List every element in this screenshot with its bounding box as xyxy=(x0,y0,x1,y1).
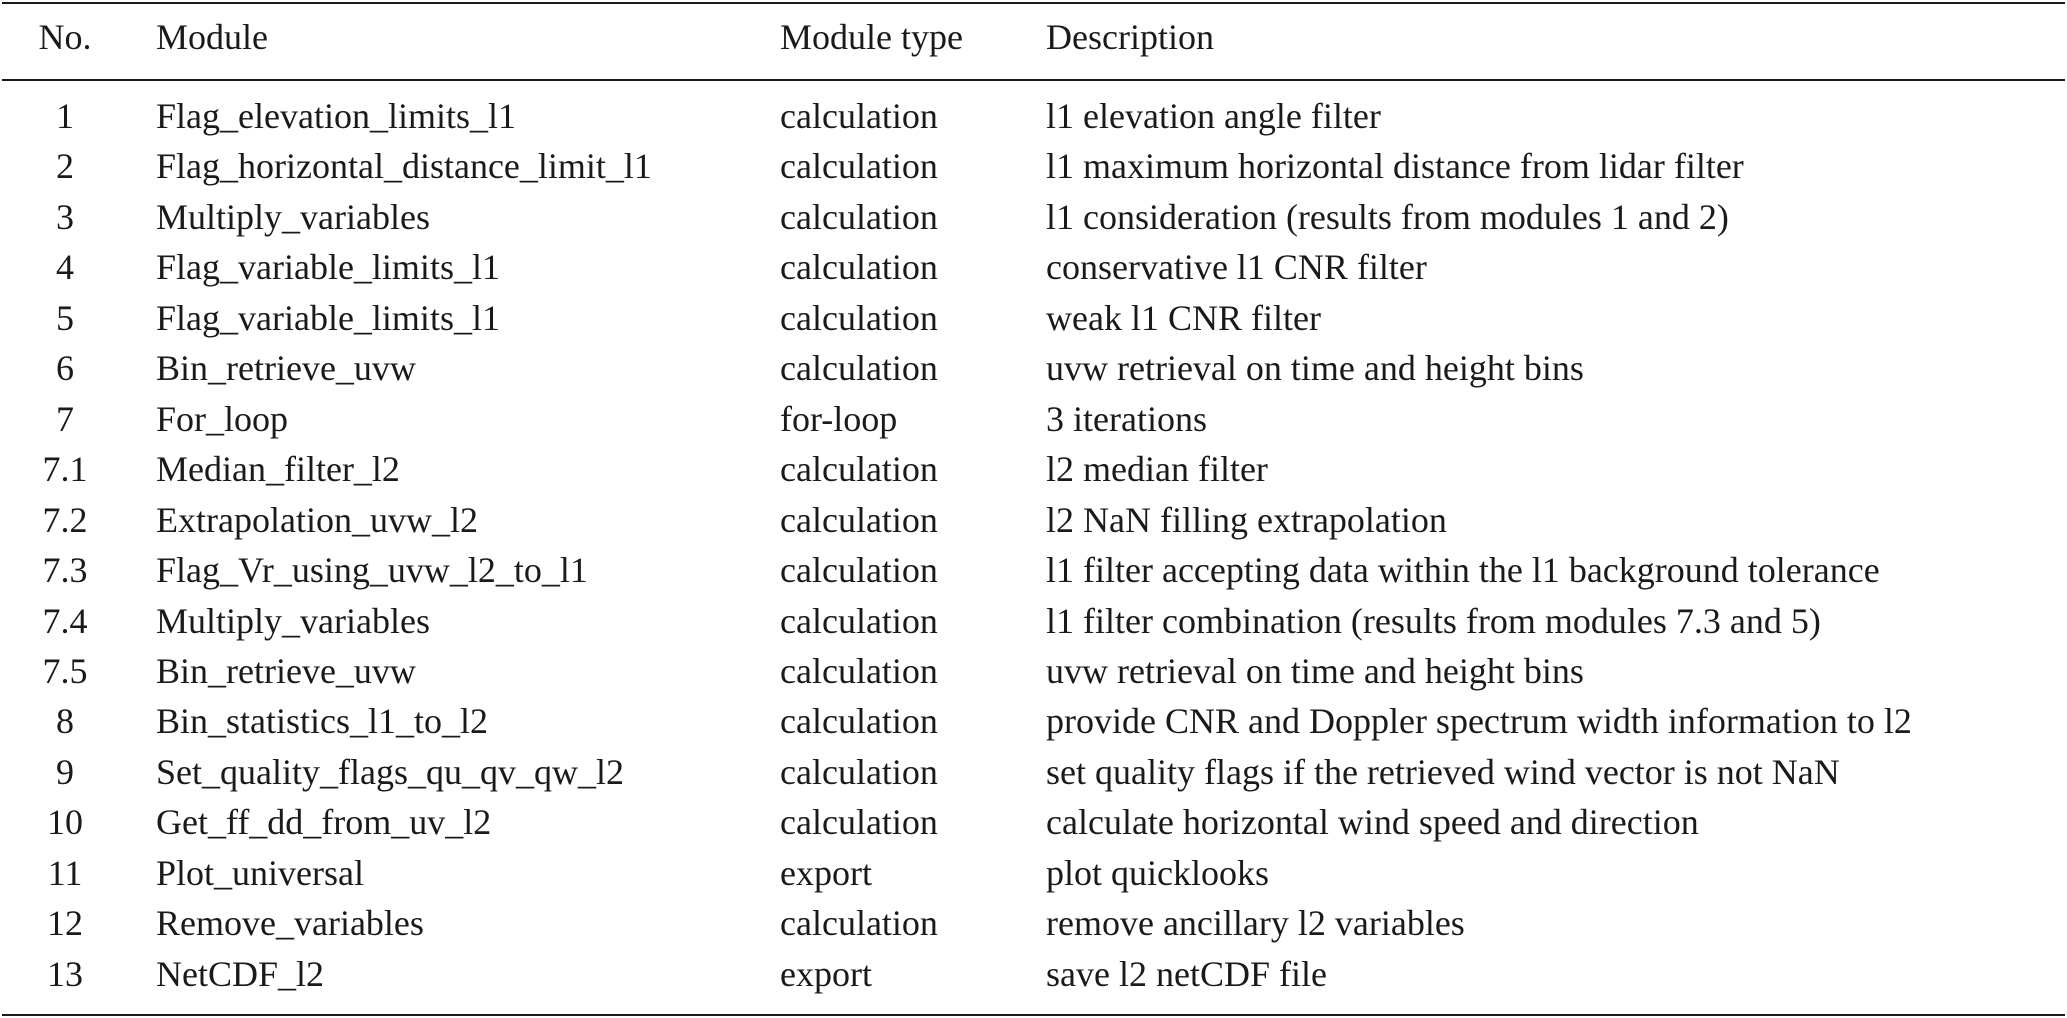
cell-no: 6 xyxy=(56,348,74,389)
cell-module: Flag_elevation_limits_l1 xyxy=(156,96,516,136)
table-row xyxy=(0,394,2067,444)
header-module: Module xyxy=(156,17,268,57)
header-no: No. xyxy=(38,17,92,57)
cell-no: 12 xyxy=(47,903,83,944)
table-row xyxy=(0,242,2067,292)
cell-no: 7 xyxy=(56,398,74,439)
cell-module-type: calculation xyxy=(780,499,938,540)
cell-module-type: calculation xyxy=(780,196,938,237)
table-row xyxy=(0,141,2067,191)
table-row xyxy=(0,898,2067,948)
cell-description: l1 maximum horizontal distance from lidar filter xyxy=(1046,146,1744,187)
header-module-type: Module type xyxy=(780,17,963,57)
table-top-rule xyxy=(2,2,2065,4)
cell-description: l1 filter accepting data within the l1 background tolerance xyxy=(1046,550,1880,591)
cell-description: set quality flags if the retrieved wind vector is not NaN xyxy=(1046,751,1840,792)
cell-module-type: calculation xyxy=(780,348,938,389)
cell-module: Bin_statistics_l1_to_l2 xyxy=(156,701,489,742)
cell-module: Plot_universal xyxy=(156,852,364,893)
table-row xyxy=(0,91,2067,141)
cell-module: Median_filter_l2 xyxy=(156,449,400,490)
cell-module-type: calculation xyxy=(780,146,938,187)
cell-no: 8 xyxy=(56,701,74,742)
cell-module-type: calculation xyxy=(780,751,938,792)
cell-module: For_loop xyxy=(156,398,289,439)
cell-description: save l2 netCDF file xyxy=(1046,953,1327,994)
cell-description: l2 median filter xyxy=(1046,449,1268,490)
cell-module: Extrapolation_uvw_l2 xyxy=(156,499,478,540)
cell-no: 10 xyxy=(47,802,83,843)
cell-description: l1 consideration (results from modules 1 and 2) xyxy=(1046,196,1729,237)
cell-module: NetCDF_l2 xyxy=(156,953,325,994)
cell-description: uvw retrieval on time and height bins xyxy=(1046,650,1584,691)
cell-no: 2 xyxy=(56,146,74,187)
cell-no: 9 xyxy=(56,751,74,792)
cell-no: 11 xyxy=(47,852,83,893)
cell-module-type: calculation xyxy=(780,247,938,288)
header-description: Description xyxy=(1046,17,1214,57)
table-row xyxy=(0,596,2067,646)
cell-module: Bin_retrieve_uvw xyxy=(156,348,416,389)
cell-no: 3 xyxy=(56,196,74,237)
cell-no: 5 xyxy=(56,297,74,338)
table-row xyxy=(0,797,2067,847)
cell-module-type: calculation xyxy=(780,297,938,338)
cell-module: Get_ff_dd_from_uv_l2 xyxy=(156,802,492,843)
cell-no: 7.1 xyxy=(42,449,88,490)
cell-module: Flag_horizontal_distance_limit_l1 xyxy=(156,146,652,187)
cell-description: conservative l1 CNR filter xyxy=(1046,247,1427,288)
table-row xyxy=(0,949,2067,999)
table-row xyxy=(0,646,2067,696)
cell-no: 4 xyxy=(56,247,74,288)
cell-description: 3 iterations xyxy=(1046,398,1207,439)
cell-module: Flag_variable_limits_l1 xyxy=(156,247,500,288)
cell-module-type: export xyxy=(780,852,872,893)
cell-module: Bin_retrieve_uvw xyxy=(156,650,416,691)
cell-no: 7.4 xyxy=(42,600,88,641)
cell-module-type: calculation xyxy=(780,550,938,591)
table-row xyxy=(0,545,2067,595)
cell-description: calculate horizontal wind speed and direction xyxy=(1046,802,1699,843)
cell-no: 7.2 xyxy=(42,499,88,540)
cell-no: 1 xyxy=(56,96,74,136)
cell-description: provide CNR and Doppler spectrum width information to l2 xyxy=(1046,701,1912,742)
cell-module-type: calculation xyxy=(780,449,938,490)
cell-description: uvw retrieval on time and height bins xyxy=(1046,348,1584,389)
table-row xyxy=(0,696,2067,746)
cell-module-type: calculation xyxy=(780,802,938,843)
cell-module: Set_quality_flags_qu_qv_qw_l2 xyxy=(156,751,624,792)
table-row xyxy=(0,444,2067,494)
cell-module: Multiply_variables xyxy=(156,600,430,641)
cell-module: Remove_variables xyxy=(156,903,424,944)
table-row xyxy=(0,747,2067,797)
cell-description: remove ancillary l2 variables xyxy=(1046,903,1465,944)
cell-module: Multiply_variables xyxy=(156,196,430,237)
cell-module-type: calculation xyxy=(780,96,938,136)
cell-module-type: for-loop xyxy=(780,398,898,439)
table-row xyxy=(0,848,2067,898)
cell-description: l1 elevation angle filter xyxy=(1046,96,1381,136)
cell-description: plot quicklooks xyxy=(1046,852,1269,893)
table-bottom-rule xyxy=(2,1014,2065,1016)
cell-module-type: export xyxy=(780,953,872,994)
cell-description: l2 NaN filling extrapolation xyxy=(1046,499,1447,540)
cell-description: weak l1 CNR filter xyxy=(1046,297,1321,338)
table-header-row xyxy=(0,12,2067,62)
cell-module-type: calculation xyxy=(780,600,938,641)
table-row xyxy=(0,293,2067,343)
cell-module: Flag_variable_limits_l1 xyxy=(156,297,500,338)
cell-no: 7.3 xyxy=(42,550,88,591)
cell-module-type: calculation xyxy=(780,903,938,944)
cell-module-type: calculation xyxy=(780,650,938,691)
cell-description: l1 filter combination (results from modules 7.3 and 5) xyxy=(1046,600,1821,641)
table-row xyxy=(0,192,2067,242)
table-row xyxy=(0,495,2067,545)
cell-module-type: calculation xyxy=(780,701,938,742)
cell-no: 7.5 xyxy=(42,650,88,691)
cell-module: Flag_Vr_using_uvw_l2_to_l1 xyxy=(156,550,588,591)
table-row xyxy=(0,343,2067,393)
cell-no: 13 xyxy=(47,953,83,994)
table-header-rule xyxy=(2,79,2065,81)
